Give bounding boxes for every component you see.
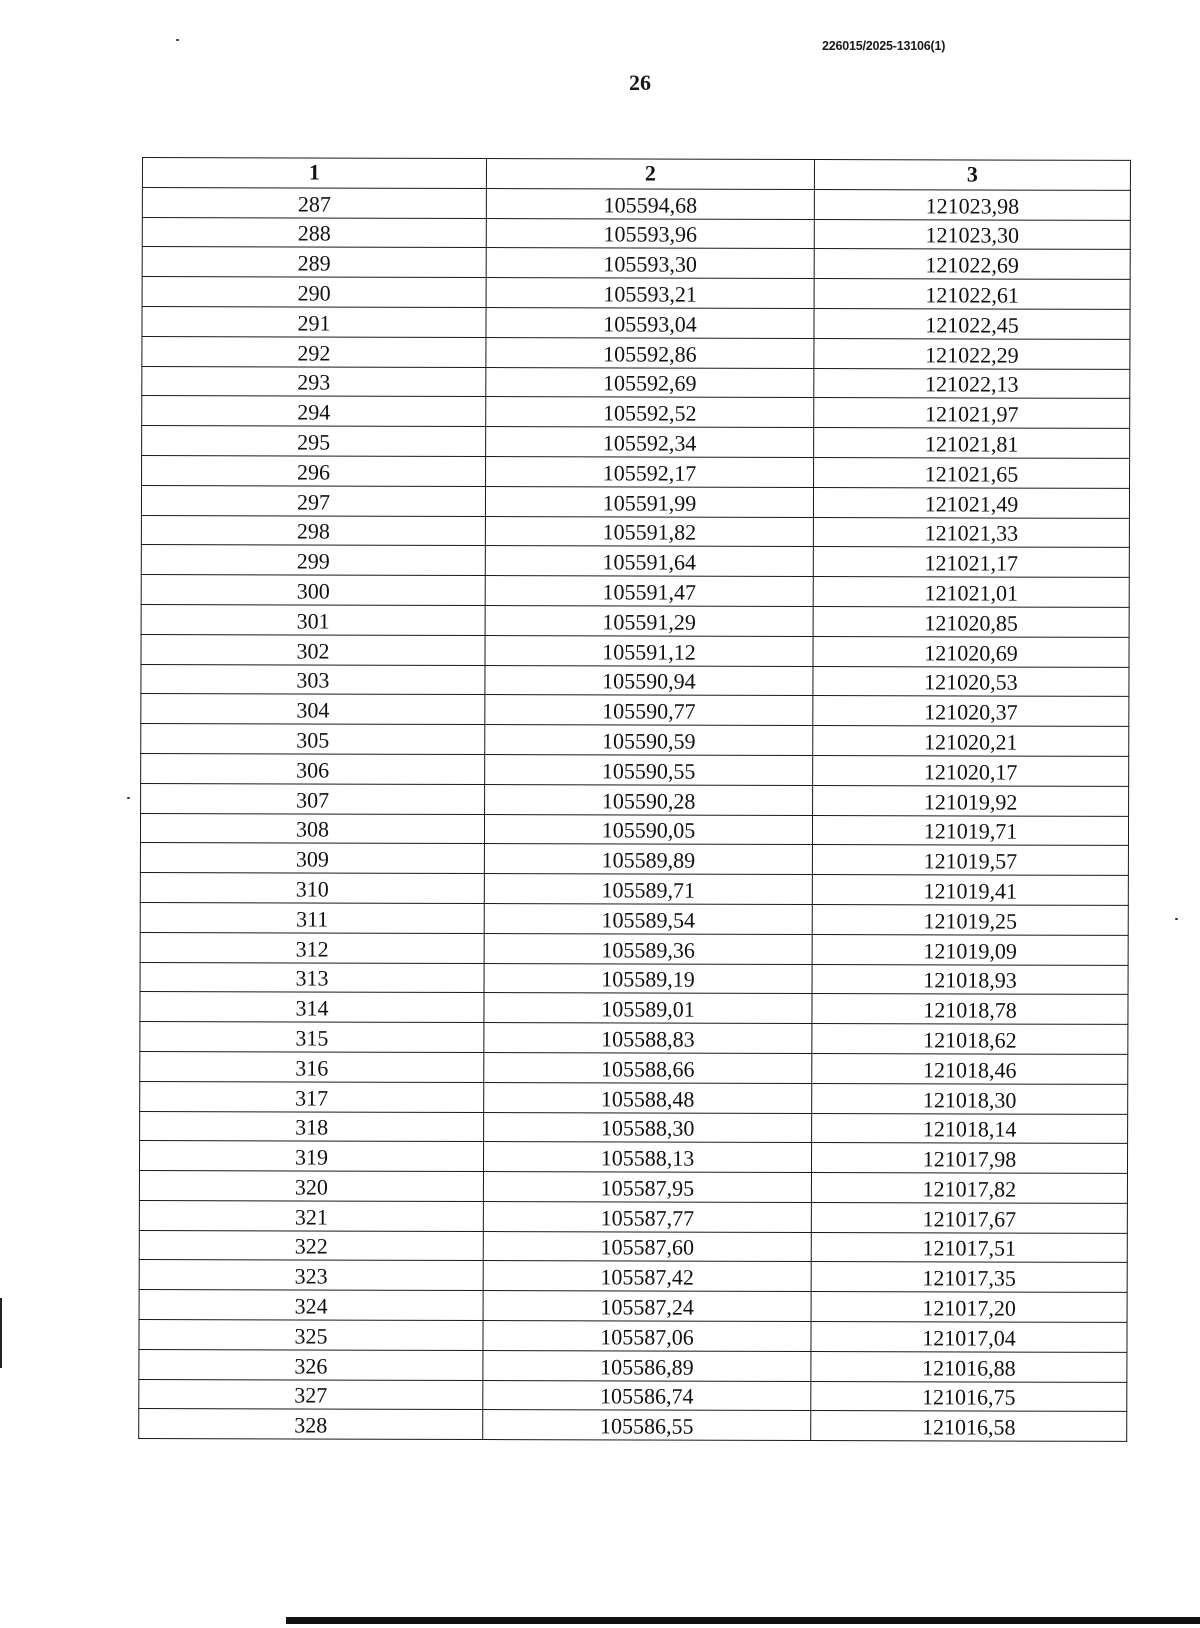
- y-coordinate-cell: 121022,69: [814, 249, 1130, 280]
- y-coordinate-cell: 121022,45: [814, 308, 1130, 339]
- table-row: [142, 426, 1130, 459]
- point-number-cell: 290: [142, 277, 486, 308]
- point-number-cell: 313: [140, 962, 484, 993]
- table-row: [139, 1171, 1127, 1204]
- table-row: [139, 1260, 1127, 1293]
- table-row: [139, 1141, 1127, 1174]
- y-coordinate-cell: 121017,20: [811, 1292, 1127, 1323]
- y-coordinate-cell: 121020,85: [813, 606, 1129, 637]
- y-coordinate-cell: 121021,49: [813, 487, 1129, 518]
- x-coordinate-cell: 105591,82: [485, 516, 813, 547]
- y-coordinate-cell: 121018,30: [812, 1083, 1128, 1114]
- point-number-cell: 326: [139, 1349, 483, 1380]
- x-coordinate-cell: 105587,60: [483, 1231, 811, 1262]
- x-coordinate-cell: 105588,48: [484, 1082, 812, 1113]
- point-number-cell: 303: [141, 664, 485, 695]
- x-coordinate-cell: 105592,34: [486, 427, 814, 458]
- table-row: [141, 783, 1129, 816]
- point-number-cell: 318: [140, 1111, 484, 1142]
- x-coordinate-cell: 105590,59: [485, 725, 813, 756]
- x-coordinate-cell: 105590,05: [484, 814, 812, 845]
- y-coordinate-cell: 121020,53: [813, 666, 1129, 697]
- x-coordinate-cell: 105593,04: [486, 308, 814, 339]
- x-coordinate-cell: 105591,47: [485, 576, 813, 607]
- table-row: [139, 1379, 1127, 1412]
- x-coordinate-cell: 105592,17: [486, 456, 814, 487]
- x-coordinate-cell: 105588,13: [483, 1142, 811, 1173]
- point-number-cell: 291: [142, 306, 486, 337]
- y-coordinate-cell: 121019,57: [812, 845, 1128, 876]
- y-coordinate-cell: 121017,35: [811, 1262, 1127, 1293]
- point-number-cell: 288: [142, 217, 486, 248]
- table-row: [142, 217, 1130, 250]
- x-coordinate-cell: 105592,86: [486, 337, 814, 368]
- table-row: [140, 813, 1128, 846]
- point-number-cell: 301: [141, 604, 485, 635]
- x-coordinate-cell: 105591,29: [485, 605, 813, 636]
- x-coordinate-cell: 105590,94: [485, 665, 813, 696]
- x-coordinate-cell: 105590,28: [485, 784, 813, 815]
- scan-edge-mark: [0, 1298, 2, 1368]
- table-row: [140, 932, 1128, 965]
- point-number-cell: 302: [141, 634, 485, 665]
- point-number-cell: 323: [139, 1260, 483, 1291]
- table-row: [140, 1022, 1128, 1055]
- y-coordinate-cell: 121021,81: [814, 428, 1130, 459]
- x-coordinate-cell: 105586,55: [483, 1410, 811, 1441]
- scan-speck: [127, 797, 130, 799]
- y-coordinate-cell: 121019,71: [812, 815, 1128, 846]
- document-registration-number: 226015/2025-13106(1): [822, 39, 946, 53]
- point-number-cell: 324: [139, 1290, 483, 1321]
- y-coordinate-cell: 121022,29: [814, 338, 1130, 369]
- y-coordinate-cell: 121021,33: [813, 517, 1129, 548]
- y-coordinate-cell: 121022,61: [814, 279, 1130, 310]
- x-coordinate-cell: 105593,30: [486, 248, 814, 279]
- y-coordinate-cell: 121023,98: [814, 189, 1130, 220]
- point-number-cell: 327: [139, 1379, 483, 1410]
- y-coordinate-cell: 121018,62: [812, 1024, 1128, 1055]
- x-coordinate-cell: 105591,12: [485, 635, 813, 666]
- y-coordinate-cell: 121021,97: [814, 398, 1130, 429]
- page-number: 26: [629, 70, 651, 95]
- y-coordinate-cell: 121017,82: [811, 1173, 1127, 1204]
- table-row: [142, 187, 1130, 220]
- x-coordinate-cell: 105593,96: [486, 218, 814, 249]
- x-coordinate-cell: 105589,19: [484, 963, 812, 994]
- table-row: [141, 545, 1129, 578]
- table-row: [142, 366, 1130, 399]
- y-coordinate-cell: 121019,09: [812, 934, 1128, 965]
- table-row: [139, 1200, 1127, 1233]
- table-row: [141, 485, 1129, 518]
- table-row: [141, 664, 1129, 697]
- table-row: [141, 634, 1129, 667]
- y-coordinate-cell: 121020,17: [813, 755, 1129, 786]
- table-row: [142, 247, 1130, 280]
- table-row: [141, 515, 1129, 548]
- y-coordinate-cell: 121017,98: [811, 1143, 1127, 1174]
- y-coordinate-cell: 121019,92: [813, 785, 1129, 816]
- x-coordinate-cell: 105589,36: [484, 933, 812, 964]
- point-number-cell: 312: [140, 932, 484, 963]
- table-row: [142, 336, 1130, 369]
- table-row: [140, 1081, 1128, 1114]
- point-number-cell: 287: [142, 187, 486, 218]
- x-coordinate-cell: 105588,83: [484, 1023, 812, 1054]
- point-number-cell: 299: [141, 545, 485, 576]
- y-coordinate-cell: 121019,25: [812, 904, 1128, 935]
- point-number-cell: 294: [142, 396, 486, 427]
- point-number-cell: 306: [141, 753, 485, 784]
- y-coordinate-cell: 121020,21: [813, 726, 1129, 757]
- point-number-cell: 308: [140, 813, 484, 844]
- point-number-cell: 316: [140, 1051, 484, 1082]
- point-number-cell: 315: [140, 1022, 484, 1053]
- y-coordinate-cell: 121022,13: [814, 368, 1130, 399]
- point-number-cell: 317: [140, 1081, 484, 1112]
- point-number-cell: 304: [141, 694, 485, 725]
- point-number-cell: 322: [139, 1230, 483, 1261]
- x-coordinate-cell: 105587,24: [483, 1291, 811, 1322]
- table-row: [140, 1051, 1128, 1084]
- point-number-cell: 295: [142, 426, 486, 457]
- y-coordinate-cell: 121016,88: [811, 1351, 1127, 1382]
- table-row: [142, 277, 1130, 310]
- table-row: [139, 1290, 1127, 1323]
- y-coordinate-cell: 121017,67: [811, 1202, 1127, 1233]
- x-coordinate-cell: 105591,99: [485, 486, 813, 517]
- table-row: [140, 962, 1128, 995]
- x-coordinate-cell: 105593,21: [486, 278, 814, 309]
- x-coordinate-cell: 105588,66: [484, 1052, 812, 1083]
- y-coordinate-cell: 121017,51: [811, 1232, 1127, 1263]
- point-number-cell: 321: [139, 1200, 483, 1231]
- point-number-cell: 289: [142, 247, 486, 278]
- y-coordinate-cell: 121020,69: [813, 636, 1129, 667]
- table-row: [142, 455, 1130, 488]
- coordinates-table: [138, 157, 1131, 1442]
- table-row: [140, 843, 1128, 876]
- point-number-cell: 325: [139, 1320, 483, 1351]
- y-coordinate-cell: 121016,58: [811, 1411, 1127, 1442]
- table-row: [139, 1230, 1127, 1263]
- column-header-1: 1: [142, 158, 486, 189]
- y-coordinate-cell: 121021,65: [814, 457, 1130, 488]
- table-row: [141, 753, 1129, 786]
- table-header-row: [142, 158, 1130, 191]
- point-number-cell: 300: [141, 575, 485, 606]
- y-coordinate-cell: 121018,78: [812, 994, 1128, 1025]
- y-coordinate-cell: 121016,75: [811, 1381, 1127, 1412]
- y-coordinate-cell: 121017,04: [811, 1322, 1127, 1353]
- scan-speck: [176, 39, 179, 41]
- y-coordinate-cell: 121018,14: [812, 1113, 1128, 1144]
- point-number-cell: 314: [140, 992, 484, 1023]
- x-coordinate-cell: 105592,69: [486, 367, 814, 398]
- x-coordinate-cell: 105587,95: [483, 1172, 811, 1203]
- y-coordinate-cell: 121023,30: [814, 219, 1130, 250]
- column-header-3: 3: [814, 159, 1130, 190]
- point-number-cell: 292: [142, 336, 486, 367]
- table-row: [139, 1409, 1127, 1442]
- point-number-cell: 297: [141, 485, 485, 516]
- point-number-cell: 328: [139, 1409, 483, 1440]
- x-coordinate-cell: 105589,01: [484, 993, 812, 1024]
- x-coordinate-cell: 105589,89: [484, 844, 812, 875]
- table-row: [139, 1320, 1127, 1353]
- x-coordinate-cell: 105590,55: [485, 754, 813, 785]
- y-coordinate-cell: 121021,17: [813, 547, 1129, 578]
- point-number-cell: 320: [139, 1171, 483, 1202]
- x-coordinate-cell: 105587,42: [483, 1261, 811, 1292]
- table-row: [140, 992, 1128, 1025]
- x-coordinate-cell: 105594,68: [486, 188, 814, 219]
- x-coordinate-cell: 105589,54: [484, 903, 812, 934]
- x-coordinate-cell: 105586,74: [483, 1380, 811, 1411]
- point-number-cell: 296: [142, 455, 486, 486]
- point-number-cell: 309: [140, 843, 484, 874]
- y-coordinate-cell: 121020,37: [813, 696, 1129, 727]
- x-coordinate-cell: 105587,77: [483, 1201, 811, 1232]
- point-number-cell: 305: [141, 724, 485, 755]
- table-row: [142, 306, 1130, 339]
- y-coordinate-cell: 121019,41: [812, 875, 1128, 906]
- x-coordinate-cell: 105588,30: [484, 1112, 812, 1143]
- point-number-cell: 307: [141, 783, 485, 814]
- table-body: [139, 187, 1131, 1441]
- x-coordinate-cell: 105589,71: [484, 874, 812, 905]
- point-number-cell: 319: [139, 1141, 483, 1172]
- table-row: [140, 1111, 1128, 1144]
- table-row: [140, 873, 1128, 906]
- scan-bottom-edge: [286, 1617, 1200, 1624]
- y-coordinate-cell: 121021,01: [813, 577, 1129, 608]
- table-row: [141, 575, 1129, 608]
- point-number-cell: 311: [140, 902, 484, 933]
- y-coordinate-cell: 121018,93: [812, 964, 1128, 995]
- x-coordinate-cell: 105587,06: [483, 1321, 811, 1352]
- table-row: [141, 724, 1129, 757]
- table-row: [139, 1349, 1127, 1382]
- table-row: [141, 694, 1129, 727]
- x-coordinate-cell: 105590,77: [485, 695, 813, 726]
- scan-speck: [1175, 918, 1178, 920]
- table-row: [142, 396, 1130, 429]
- column-header-2: 2: [486, 159, 814, 190]
- x-coordinate-cell: 105591,64: [485, 546, 813, 577]
- point-number-cell: 293: [142, 366, 486, 397]
- point-number-cell: 310: [140, 873, 484, 904]
- point-number-cell: 298: [141, 515, 485, 546]
- table-row: [140, 902, 1128, 935]
- x-coordinate-cell: 105592,52: [486, 397, 814, 428]
- x-coordinate-cell: 105586,89: [483, 1350, 811, 1381]
- table-row: [141, 604, 1129, 637]
- y-coordinate-cell: 121018,46: [812, 1053, 1128, 1084]
